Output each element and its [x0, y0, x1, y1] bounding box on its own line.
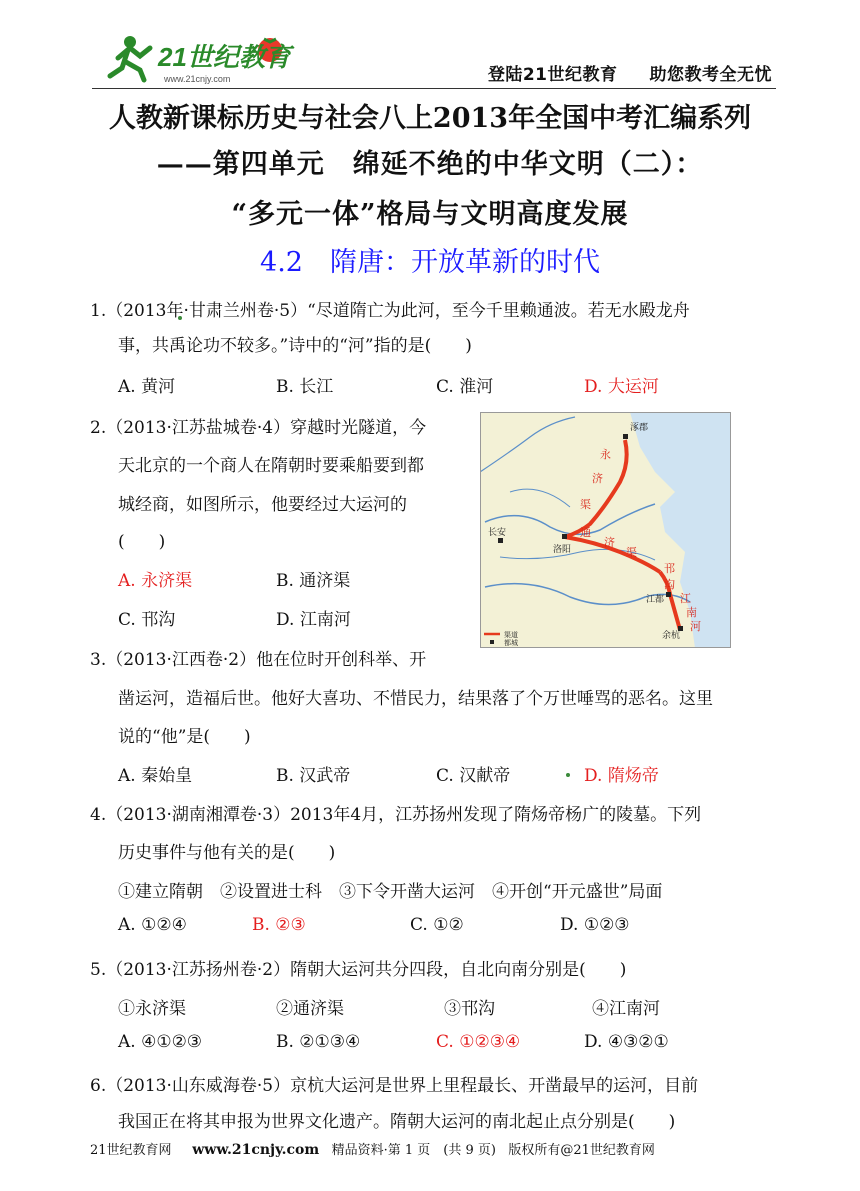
- doc-title-line3: “多元一体”格局与文明高度发展: [231, 199, 629, 230]
- q4-items: ①建立隋朝 ②设置进士科 ③下令开凿大运河 ④开创“开元盛世”局面: [118, 882, 663, 902]
- q2-line3: 城经商，如图所示，他要经过大运河的: [118, 495, 407, 515]
- q3-option-a: A. 秦始皇: [118, 766, 193, 786]
- q5-option-d: D. ④③②①: [584, 1032, 669, 1052]
- q1-option-a: A. 黄河: [118, 377, 176, 397]
- q3-option-b: B. 汉武帝: [276, 766, 351, 786]
- q2-line2: 天北京的一个商人在隋朝时要乘船要到都: [118, 456, 424, 476]
- q1-line2: 事，共禹论功不较多。”诗中的“河”指的是( ): [118, 336, 472, 356]
- legend-city-label: 都城: [504, 639, 518, 647]
- map-label-yuhang: 余杭: [662, 631, 681, 641]
- map-label-jiangdu: 江都: [646, 595, 665, 605]
- logo-text: 21世纪教育: [158, 42, 291, 72]
- q4-options: [118, 915, 718, 939]
- map-label-he: 河: [690, 620, 701, 633]
- city-changan-marker: [498, 538, 503, 543]
- q5-item-1: ①永济渠: [118, 999, 186, 1019]
- map-label-jiang: 江: [680, 592, 691, 605]
- q3-options: [118, 761, 718, 785]
- q4-option-b-answer: B. ②③: [252, 915, 306, 935]
- q2-option-b: B. 通济渠: [276, 571, 351, 591]
- q5-item-3: ③邗沟: [444, 999, 495, 1019]
- map-label-yong: 永: [600, 448, 611, 461]
- q1-options: [118, 372, 718, 396]
- doc-title-line2: ——第四单元 绵延不绝的中华文明（二）：: [156, 149, 704, 180]
- map-label-ji2: 济: [604, 536, 615, 549]
- q5-option-b: B. ②①③④: [276, 1032, 361, 1052]
- q4-option-a: A. ①②④: [118, 915, 187, 935]
- q5-option-c-answer: C. ①②③④: [436, 1032, 521, 1052]
- map-label-tong: 通: [580, 526, 591, 539]
- q5-items: [118, 994, 718, 1018]
- q2-option-a-answer: A. 永济渠: [118, 571, 193, 591]
- section-title: 4.2 隋唐：开放革新的时代: [260, 247, 600, 278]
- q2-option-d: D. 江南河: [276, 610, 351, 630]
- slogan-left: 登陆21世纪教育: [487, 65, 618, 85]
- q4-line1: 4.（2013·湖南湘潭卷·3）2013年4月，江苏扬州发现了隋炀帝杨广的陵墓。下列: [90, 805, 702, 825]
- legend-city-swatch: [490, 640, 494, 644]
- q3-option-d-answer: D. 隋炀帝: [584, 766, 659, 786]
- map-label-luoyang: 洛阳: [553, 545, 572, 555]
- map-label-han: 邗: [664, 562, 675, 575]
- q2-line4: ( ): [118, 532, 166, 552]
- page-footer: [90, 1139, 655, 1158]
- q1-option-b: B. 长江: [276, 377, 334, 397]
- footer-url-link[interactable]: www.21cnjy.com: [192, 1142, 320, 1158]
- site-logo: [100, 28, 300, 86]
- q5-item-2: ②通济渠: [276, 999, 344, 1019]
- map-label-changan: 长安: [488, 528, 507, 538]
- footer-site: 21世纪教育网: [90, 1143, 172, 1158]
- q5-item-4: ④江南河: [592, 999, 660, 1019]
- header-divider: [92, 88, 776, 89]
- runner-icon: [110, 36, 150, 80]
- city-jiangdu-marker: [666, 592, 671, 597]
- map-label-zhuojun: 涿郡: [630, 423, 649, 433]
- q5-line1: 5.（2013·江苏扬州卷·2）隋朝大运河共分四段，自北向南分别是( ): [90, 960, 627, 980]
- doc-title-line1: 人教新课标历史与社会八上2013年全国中考汇编系列: [108, 103, 752, 134]
- q1-line1: 1.（2013年·甘肃兰州卷·5）“尽道隋亡为此河，至今千里赖通波。若无水殿龙舟: [90, 301, 690, 321]
- q4-option-c: C. ①②: [410, 915, 464, 935]
- q4-option-d: D. ①②③: [560, 915, 630, 935]
- legend-canal-label: 渠道: [504, 631, 518, 639]
- map-label-ji: 济: [592, 472, 603, 485]
- q2-options-row1: [118, 566, 468, 590]
- header-slogan: [488, 60, 772, 85]
- slogan-right: 助您教考全无忧: [649, 65, 772, 85]
- q5-options: [118, 1032, 718, 1056]
- q4-line2: 历史事件与他有关的是( ): [118, 843, 336, 863]
- q3-line2: 凿运河，造福后世。他好大喜功、不惜民力，结果落了个万世唾骂的恶名。这里: [118, 689, 713, 709]
- q3-line1: 3.（2013·江西卷·2）他在位时开创科举、开: [90, 650, 427, 670]
- q1-option-d-answer: D. 大运河: [584, 377, 659, 397]
- q6-line2: 我国正在将其申报为世界文化遗产。隋朝大运河的南北起止点分别是( ): [118, 1112, 676, 1132]
- q3-option-c: C. 汉献帝: [436, 766, 511, 786]
- map-label-gou: 沟: [664, 578, 675, 591]
- q1-option-c: C. 淮河: [436, 377, 494, 397]
- logo-url: www.21cnjy.com: [164, 74, 231, 84]
- q3-line3: 说的“他”是( ): [118, 727, 251, 747]
- q2-options-row2: [118, 605, 468, 629]
- map-label-nan: 南: [686, 606, 697, 619]
- footer-page-info: 精品资料·第 1 页 (共 9 页): [331, 1143, 496, 1158]
- q5-option-a: A. ④①②③: [118, 1032, 203, 1052]
- city-zhuojun-marker: [623, 434, 628, 439]
- footer-copyright: 版权所有@21世纪教育网: [508, 1143, 655, 1158]
- map-label-qu: 渠: [580, 498, 591, 511]
- map-label-qu2: 渠: [626, 546, 637, 559]
- q2-line1: 2.（2013·江苏盐城卷·4）穿越时光隧道，今: [90, 418, 427, 438]
- grand-canal-map: [480, 412, 731, 648]
- q2-option-c: C. 邗沟: [118, 610, 176, 630]
- city-luoyang-marker: [562, 534, 567, 539]
- q6-line1: 6.（2013·山东威海卷·5）京杭大运河是世界上里程最长、开凿最早的运河，目前: [90, 1076, 699, 1096]
